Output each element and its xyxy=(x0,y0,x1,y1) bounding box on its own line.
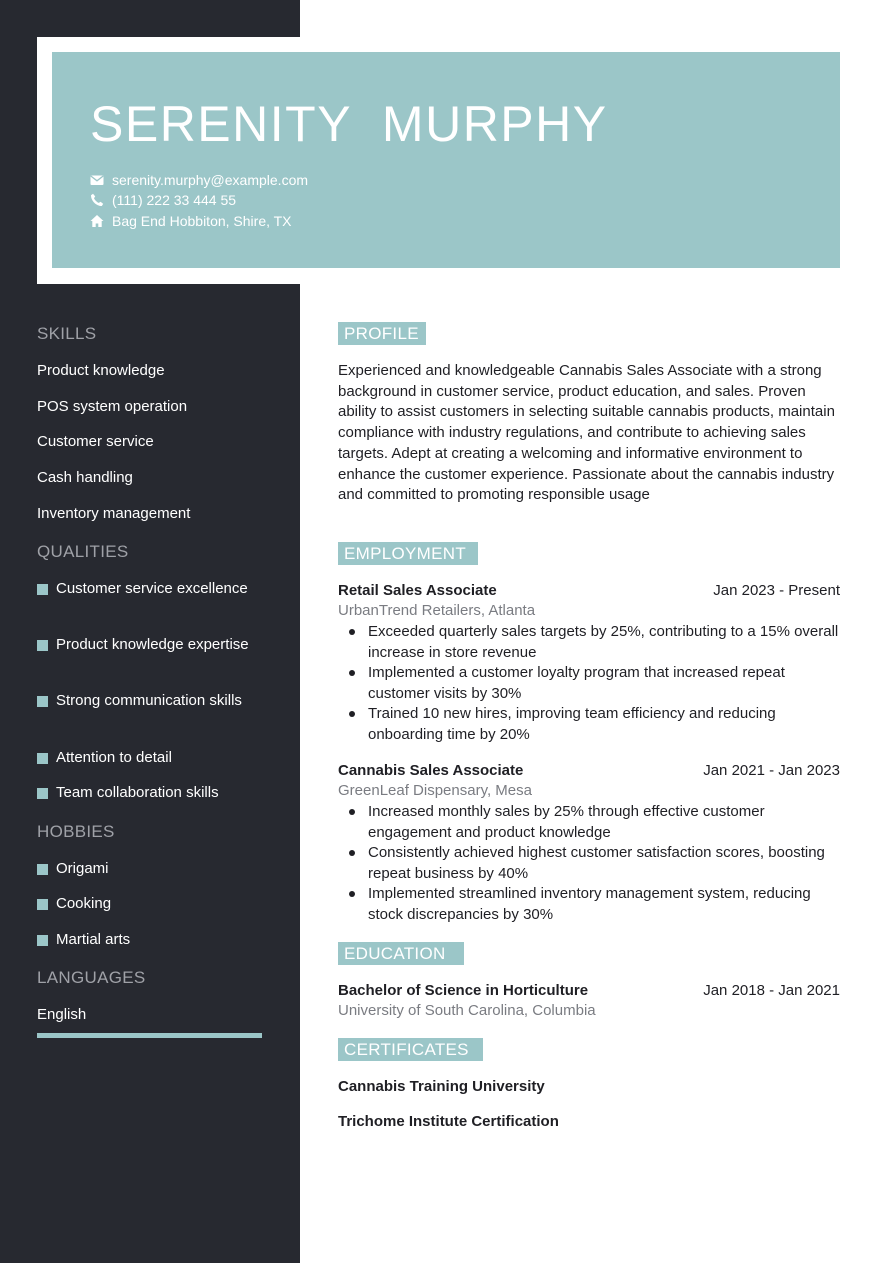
job-bullets xyxy=(338,802,840,926)
header xyxy=(52,52,840,268)
job-dates: Jan 2023 - Present xyxy=(713,582,840,599)
quality-item: Strong communication skills xyxy=(37,691,257,712)
profile-text: Experienced and knowledgeable Cannabis Sales Associate with a strong background in customer service, product education, and sales. Proven ability to assist customers in selecting suitable cannabis products, maintain compliance with industry regulations, and contribute to achieving sales targets. Adept at creating a welcoming and informative environment to enhance the customer experience. Passionate about the cannabis industry and committed to promoting responsible usage xyxy=(338,362,835,504)
education-dates: Jan 2018 - Jan 2021 xyxy=(703,982,840,999)
language-level-bar xyxy=(37,1033,262,1038)
skill-item: Customer service xyxy=(37,433,154,450)
list-item: Increased monthly sales by 25% through effective customer engagement and product knowledge xyxy=(338,802,840,843)
education-heading: EDUCATION xyxy=(338,942,464,965)
bullet-dot xyxy=(349,711,355,717)
list-item: Exceeded quarterly sales targets by 25%, contributing to a 15% overall increase in store revenue xyxy=(338,622,840,663)
bullet-square xyxy=(37,788,48,799)
address-text: Bag End Hobbiton, Shire, TX xyxy=(112,213,292,229)
bullet-square xyxy=(37,864,48,875)
phone-icon xyxy=(90,193,104,207)
bullet-square xyxy=(37,899,48,910)
phone-text: (111) 222 33 444 55 xyxy=(112,192,237,208)
job-title: Cannabis Sales Associate xyxy=(338,762,524,779)
job-title: Retail Sales Associate xyxy=(338,582,497,599)
skill-item: Product knowledge xyxy=(37,362,165,379)
certificate-item: Cannabis Training University xyxy=(338,1078,545,1095)
list-item: Consistently achieved highest customer satisfaction scores, boosting repeat business by 40% xyxy=(338,843,840,884)
qualities-heading: QUALITIES xyxy=(37,542,129,561)
bullet-square xyxy=(37,640,48,651)
job-dates: Jan 2021 - Jan 2023 xyxy=(703,762,840,779)
skills-heading: SKILLS xyxy=(37,324,97,343)
bullet-square xyxy=(37,584,48,595)
quality-item: Product knowledge expertise xyxy=(37,635,257,656)
employment-heading: EMPLOYMENT xyxy=(338,542,478,565)
bullet-square xyxy=(37,935,48,946)
bullet-dot xyxy=(349,670,355,676)
bullet-dot xyxy=(349,809,355,815)
skill-item: Cash handling xyxy=(37,469,133,486)
profile-heading: PROFILE xyxy=(338,322,426,345)
job-bullets xyxy=(338,622,840,746)
skill-item: POS system operation xyxy=(37,398,188,415)
degree-title: Bachelor of Science in Horticulture xyxy=(338,982,589,999)
envelope-icon xyxy=(90,173,104,187)
certificate-item: Trichome Institute Certification xyxy=(338,1113,559,1130)
list-item: Implemented streamlined inventory management system, reducing stock discrepancies by 30% xyxy=(338,884,840,925)
skill-item: Inventory management xyxy=(37,505,191,522)
languages-heading: LANGUAGES xyxy=(37,968,146,987)
list-item: Trained 10 new hires, improving team efficiency and reducing onboarding time by 20% xyxy=(338,704,840,745)
bullet-dot xyxy=(349,891,355,897)
bullet-dot xyxy=(349,629,355,635)
hobby-item: Cooking xyxy=(37,894,257,915)
hobby-item: Martial arts xyxy=(37,930,257,951)
job-company: GreenLeaf Dispensary, Mesa xyxy=(338,782,532,799)
list-item: Implemented a customer loyalty program that increased repeat customer visits by 30% xyxy=(338,663,840,704)
job-company: UrbanTrend Retailers, Atlanta xyxy=(338,602,536,619)
quality-item: Attention to detail xyxy=(37,748,257,769)
quality-item: Customer service excellence xyxy=(37,579,257,600)
bullet-dot xyxy=(349,850,355,856)
candidate-name: SERENITY MURPHY xyxy=(90,96,608,152)
email-text: serenity.murphy@example.com xyxy=(112,172,309,188)
home-icon xyxy=(90,214,104,228)
language-item: English xyxy=(37,1006,87,1023)
hobbies-heading: HOBBIES xyxy=(37,822,115,841)
hobby-item: Origami xyxy=(37,859,257,880)
quality-item: Team collaboration skills xyxy=(37,783,257,804)
bullet-square xyxy=(37,696,48,707)
bullet-square xyxy=(37,753,48,764)
certificates-heading: CERTIFICATES xyxy=(338,1038,483,1061)
school-name: University of South Carolina, Columbia xyxy=(338,1002,596,1019)
